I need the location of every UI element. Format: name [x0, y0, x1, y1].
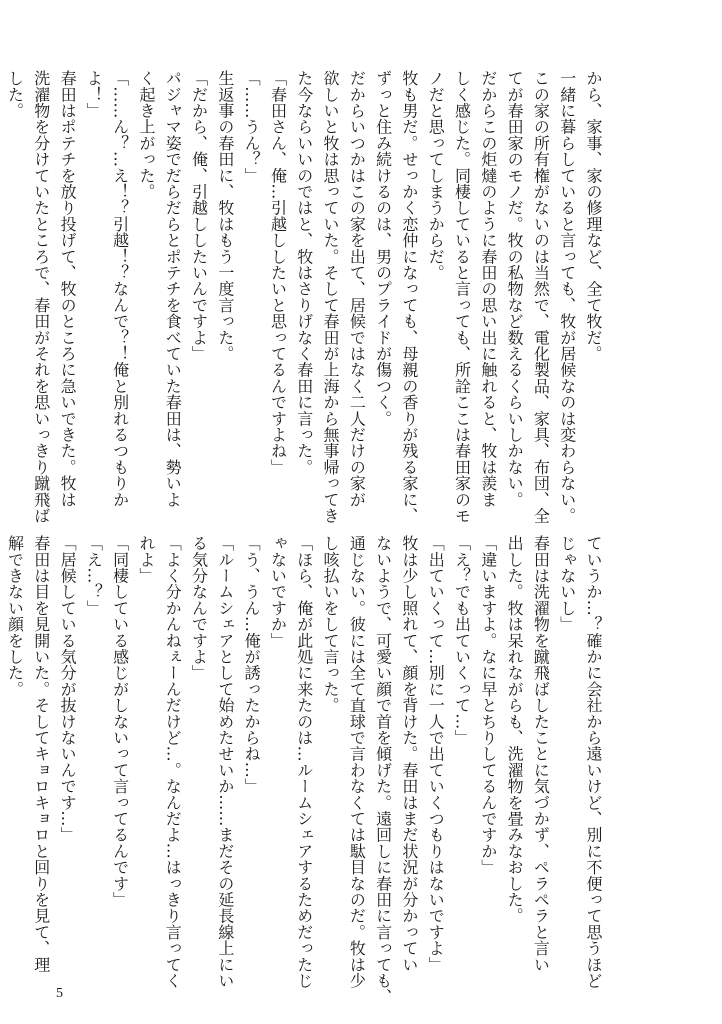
text-line: 春田はポテチを放り投げて、牧のところに急いできた。牧は [58, 70, 78, 508]
text-line: ゃないですか」 [268, 535, 288, 649]
text-line: 「違いますよ。なに早とちりしてるんですか」 [478, 535, 498, 876]
text-line [0, 70, 1, 502]
text-line: 春田は洗濯物を蹴飛ばしたことに気づかず、ペラペラと言い [531, 535, 551, 973]
text-line: しく感じた。同棲していると言っても、所詮ここは春田家のモ [452, 70, 472, 524]
text-line: 「う、うん…俺が誘ったからね…」 [242, 535, 262, 795]
text-line: だからこの炬燵のように春田の思い出に触れると、牧は羨ま [478, 70, 498, 508]
text-line: 一緒に暮らしていると言っても、牧が居候なのは変わらない。 [557, 70, 577, 524]
text-line [0, 535, 1, 975]
text-line: く起き上がった。 [136, 70, 156, 200]
text-line: 洗濯物を分けていたところで、春田がそれを思いっきり蹴飛ば [31, 70, 51, 524]
text-line: 「ルームシェアとして始めたせいか……まだその延長線上にい [215, 535, 235, 989]
text-line: 「え…？」 [84, 535, 104, 616]
text-line: ノだと思ってしまうからだ。 [426, 70, 446, 281]
text-line: 「……うん？」 [242, 70, 262, 184]
page-number: 5 [56, 986, 63, 1001]
text-line: パジャマ姿でだらだらとポテチを食べていた春田は、勢いよ [163, 70, 183, 508]
text-line: 「出ていくって…別に一人で出ていくつもりはないですよ」 [426, 535, 446, 973]
text-line: 「よく分かんねぇーんだけど…。なんだよ…はっきり言ってく [163, 535, 183, 989]
text-line: 「……ん？…え！？引越！？なんで？！俺と別れるつもりか [110, 70, 130, 508]
text-line: 「ほら、俺が此処に来たのは…ルームシェアするためだったじ [294, 535, 314, 989]
text-line: だからいつかはこの家を出て、居候ではなく二人だけの家が [347, 70, 367, 508]
lower-text-block [5, 535, 606, 1005]
text-line: ないようで、可愛い顔で首を傾げた。遠回しに春田に言っても、 [373, 535, 393, 1005]
text-line: し咳払いをして言った。 [321, 535, 341, 714]
text-line: 「春田さん、俺…引越ししたいと思ってるんですよね」 [268, 70, 288, 475]
text-line: した。 [5, 70, 25, 119]
text-line: ていうか…？確かに会社から遠いけど、別に不便って思うほど [584, 535, 603, 989]
text-line: 牧も男だ。せっかく恋仲になっても、母親の香りが残る家に、 [399, 70, 419, 524]
text-line: 生返事の春田に、牧はもう一度言った。 [215, 70, 235, 362]
text-line: れよ」 [136, 535, 156, 584]
text-line: 春田は目を見開いた。そしてキョロキョロと回りを見て、理 [31, 535, 51, 973]
text-line: る気分なんですよ」 [189, 535, 209, 681]
text-line: てが春田家のモノだ。牧の私物など数えるくらいしかない。 [505, 70, 525, 508]
text-line: 通じない。彼には全て直球で言わなくては駄目なのだ。牧は少 [347, 535, 367, 989]
text-line: 牧は少し照れて、顔を背けた。春田はまだ状況が分かってい [399, 535, 419, 973]
text-line: ずっと住み続けるのは、男のプライドが傷つく。 [373, 70, 393, 427]
text-line: よ！」 [84, 70, 104, 119]
text-line: この家の所有権がないのは当然で、電化製品、家具、布団、全 [531, 70, 551, 524]
upper-text-block [5, 70, 606, 524]
text-line: 「だから、俺、引越ししたいんですよ」 [189, 70, 209, 362]
text-line: た今ならいいのではと、牧はさりげなく春田に言った。 [294, 70, 314, 475]
text-line: 「同棲している感じがしないって言ってるんです」 [110, 535, 130, 908]
text-line: から、家事、家の修理など、全て牧だ。 [584, 70, 603, 362]
text-line: 欲しいと牧は思っていた。そして春田が上海から無事帰ってき [321, 70, 341, 524]
text-line: 「居候している気分が抜けないんです…」 [58, 535, 78, 843]
text-line: 出した。牧は呆れながらも、洗濯物を畳みなおした。 [505, 535, 525, 924]
text-line: 解できない顔をした。 [5, 535, 25, 697]
text-line: 「え？でも出ていくって…」 [452, 535, 472, 746]
text-line: じゃないし」 [557, 535, 577, 633]
